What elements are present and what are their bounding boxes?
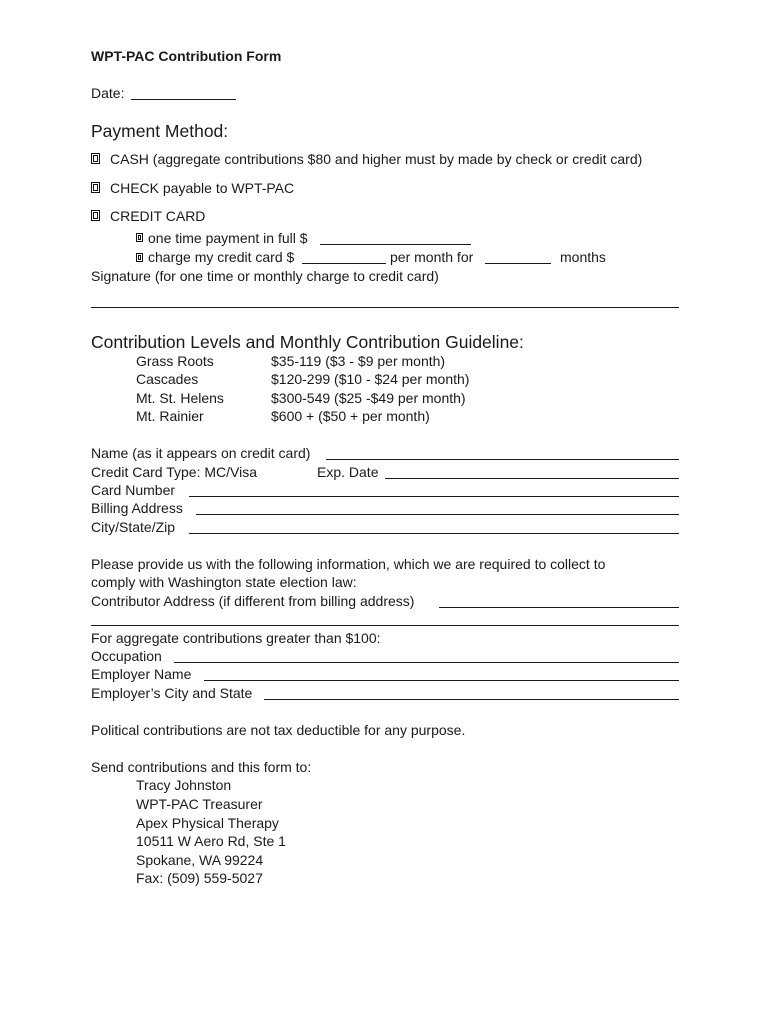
city-state-zip-field[interactable]	[189, 533, 679, 534]
level-amount: $300-549 ($25 -$49 per month)	[271, 390, 466, 406]
cash-label: CASH (aggregate contributions $80 and higher must by made by check or credit card)	[110, 151, 643, 167]
address-line: Apex Physical Therapy	[136, 815, 279, 831]
card-type-label: Credit Card Type: MC/Visa	[91, 464, 257, 480]
address-line: WPT-PAC Treasurer	[136, 796, 263, 812]
monthly-amount-field[interactable]	[302, 263, 386, 264]
billing-address-field[interactable]	[196, 514, 679, 515]
credit-card-label: CREDIT CARD	[110, 208, 206, 224]
law-text-line-2: comply with Washington state election law:	[91, 574, 357, 590]
cash-checkbox[interactable]	[91, 153, 100, 164]
billing-address-label: Billing Address	[91, 500, 183, 516]
form-title: WPT-PAC Contribution Form	[91, 48, 282, 64]
one-time-checkbox[interactable]	[136, 233, 143, 242]
level-amount: $600 + ($50 + per month)	[271, 408, 430, 424]
contributor-address-label: Contributor Address (if different from billing address)	[91, 593, 415, 609]
months-label: months	[560, 249, 606, 265]
law-text-line-1: Please provide us with the following information, which we are required to collect to	[91, 556, 606, 572]
date-label: Date:	[91, 85, 125, 101]
date-field[interactable]	[131, 99, 236, 100]
address-line: Fax: (509) 559-5027	[136, 870, 263, 886]
contributor-address-field[interactable]	[439, 607, 679, 608]
city-state-zip-label: City/State/Zip	[91, 519, 176, 535]
card-number-label: Card Number	[91, 482, 176, 498]
occupation-field[interactable]	[174, 662, 679, 663]
address-line: Spokane, WA 99224	[136, 852, 264, 868]
employer-city-field[interactable]	[264, 699, 679, 700]
exp-date-label: Exp. Date	[317, 464, 379, 480]
payment-method-heading: Payment Method:	[91, 121, 229, 141]
card-name-field[interactable]	[326, 459, 679, 460]
levels-heading: Contribution Levels and Monthly Contribution Guideline:	[91, 332, 524, 352]
level-name: Mt. St. Helens	[136, 390, 224, 406]
address-line: 10511 W Aero Rd, Ste 1	[136, 833, 286, 849]
card-number-field[interactable]	[189, 496, 679, 497]
exp-date-field[interactable]	[385, 478, 679, 479]
check-checkbox[interactable]	[91, 182, 100, 193]
tax-note: Political contributions are not tax deductible for any purpose.	[91, 722, 466, 738]
one-time-label: one time payment in full $	[148, 230, 308, 246]
address-line: Tracy Johnston	[136, 777, 232, 793]
employer-name-field[interactable]	[204, 680, 679, 681]
send-heading: Send contributions and this form to:	[91, 759, 312, 775]
one-time-amount-field[interactable]	[320, 244, 471, 245]
card-name-label: Name (as it appears on credit card)	[91, 445, 311, 461]
contributor-address-field-2[interactable]	[91, 625, 679, 626]
signature-label: Signature (for one time or monthly charge to credit card)	[91, 268, 439, 284]
occupation-label: Occupation	[91, 648, 162, 664]
check-label: CHECK payable to WPT-PAC	[110, 180, 295, 196]
months-count-field[interactable]	[485, 263, 551, 264]
signature-field[interactable]	[91, 307, 679, 308]
monthly-label: charge my credit card $	[148, 249, 295, 265]
level-name: Cascades	[136, 371, 199, 387]
level-amount: $35-119 ($3 - $9 per month)	[271, 353, 446, 369]
credit-card-checkbox[interactable]	[91, 210, 100, 221]
employer-city-label: Employer’s City and State	[91, 685, 253, 701]
level-amount: $120-299 ($10 - $24 per month)	[271, 371, 470, 387]
employer-name-label: Employer Name	[91, 666, 192, 682]
per-month-label: per month for	[390, 249, 474, 265]
aggregate-heading: For aggregate contributions greater than $100:	[91, 630, 381, 646]
level-name: Grass Roots	[136, 353, 214, 369]
level-name: Mt. Rainier	[136, 408, 204, 424]
monthly-checkbox[interactable]	[136, 253, 143, 262]
